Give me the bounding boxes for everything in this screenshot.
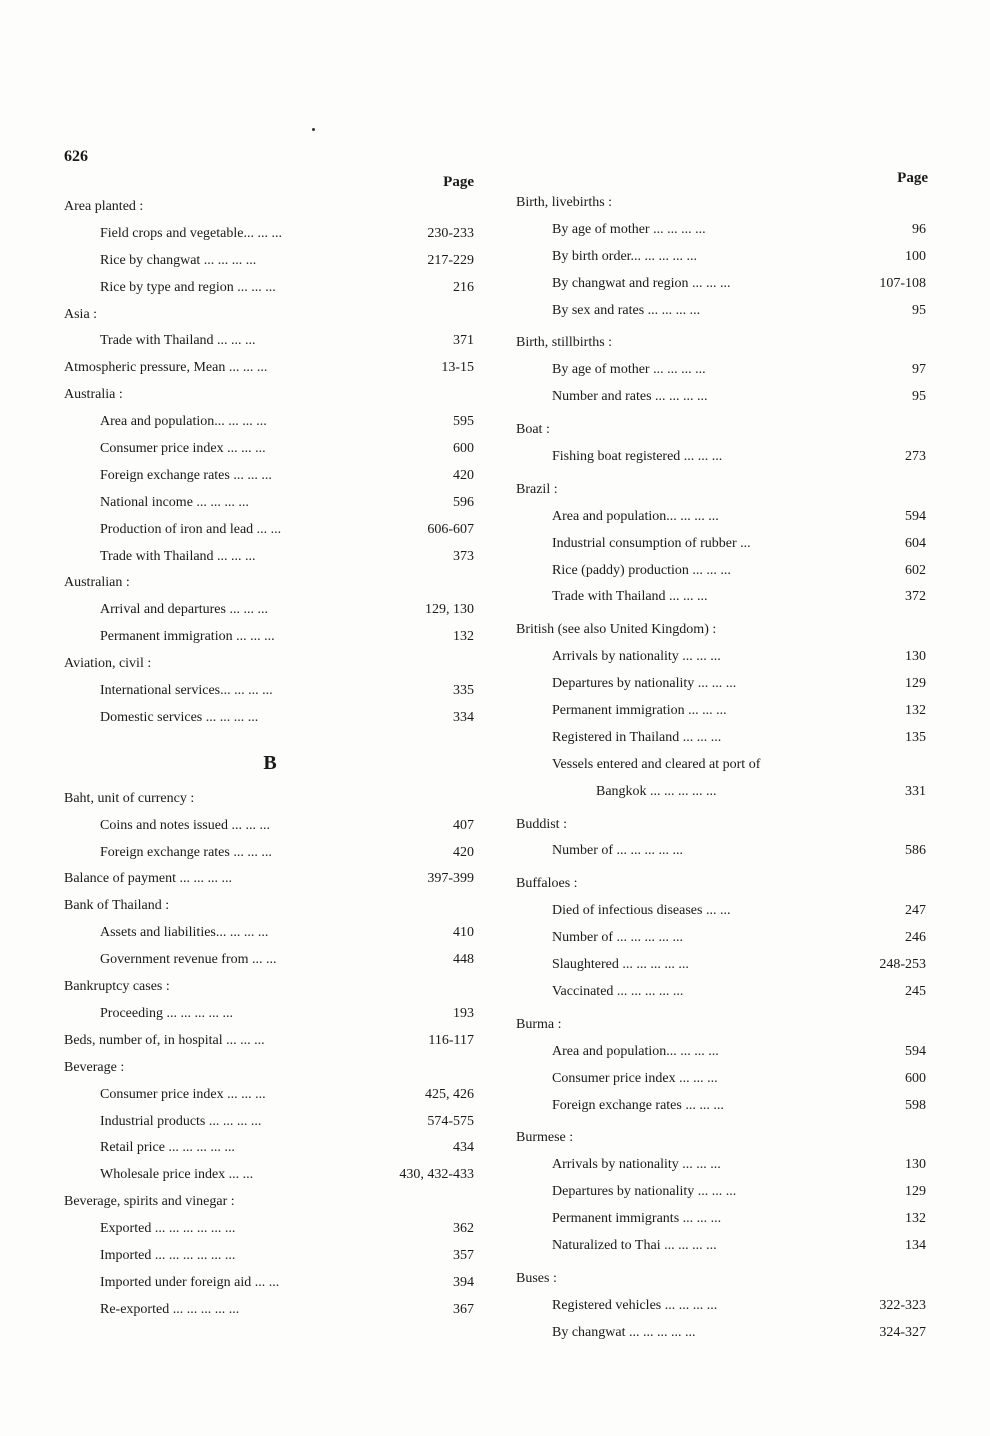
entry-page: 129, 130	[425, 602, 474, 618]
entry-page: 434	[453, 1140, 474, 1156]
entry-label: Burmese :	[516, 1130, 574, 1146]
index-heading	[64, 893, 476, 920]
entry-page: 367	[453, 1301, 474, 1317]
entry-label: Area and population... ... ... ...	[552, 508, 719, 524]
index-subentry	[516, 1320, 928, 1347]
right-column	[516, 170, 928, 1347]
index-section-b	[64, 786, 476, 1324]
index-subentry	[516, 584, 928, 611]
index-subentry	[516, 979, 928, 1006]
index-heading	[64, 1189, 476, 1216]
index-section-a	[64, 194, 476, 732]
index-subentry	[516, 925, 928, 952]
entry-page: 410	[453, 925, 474, 941]
entry-label: Area and population... ... ... ...	[100, 414, 267, 430]
index-subentry	[64, 705, 476, 732]
entry-page: 193	[453, 1005, 474, 1021]
entry-page: 134	[905, 1237, 926, 1253]
entry-page: 95	[912, 389, 926, 405]
entry-label: Assets and liabilities... ... ... ...	[100, 925, 269, 941]
entry-label: By birth order... ... ... ... ...	[552, 248, 698, 264]
entry-page: 600	[905, 1070, 926, 1086]
entry-label: Foreign exchange rates ... ... ...	[100, 467, 272, 483]
entry-label: Birth, stillbirths :	[516, 335, 613, 351]
entry-page: 322-323	[879, 1297, 926, 1313]
entry-label: Wholesale price index ... ...	[100, 1167, 254, 1183]
entry-label: Trade with Thailand ... ... ...	[552, 589, 708, 605]
entry-label: Imported under foreign aid ... ...	[100, 1274, 280, 1290]
index-subentry	[64, 1216, 476, 1243]
entry-page: 595	[453, 414, 474, 430]
index-subentry	[64, 678, 476, 705]
index-subentry	[516, 531, 928, 558]
entry-page: 430, 432-433	[399, 1167, 474, 1183]
entry-label: Beverage, spirits and vinegar :	[64, 1194, 235, 1210]
entry-page: 598	[905, 1097, 926, 1113]
index-subentry	[516, 298, 928, 325]
entry-label: Australian :	[64, 575, 130, 591]
entry-label: Retail price ... ... ... ... ...	[100, 1140, 235, 1156]
entry-label: International services... ... ... ...	[100, 683, 273, 699]
index-heading	[516, 617, 928, 644]
index-subentry	[516, 752, 928, 779]
entry-label: Departures by nationality ... ... ...	[552, 1184, 737, 1200]
index-subentry	[64, 1109, 476, 1136]
entry-label: Industrial consumption of rubber ...	[552, 535, 751, 551]
index-subentry	[64, 490, 476, 517]
index-subentry	[64, 1162, 476, 1189]
index-subentry	[64, 328, 476, 355]
entry-label: British (see also United Kingdom) :	[516, 622, 717, 638]
entry-label: Rice by type and region ... ... ...	[100, 279, 276, 295]
index-heading	[64, 786, 476, 813]
index-subentry	[516, 217, 928, 244]
index-subentry	[64, 1001, 476, 1028]
entry-label: By age of mother ... ... ... ...	[552, 362, 706, 378]
entry-label: Re-exported ... ... ... ... ...	[100, 1301, 240, 1317]
entry-label: Asia :	[64, 306, 98, 322]
entry-page: 606-607	[427, 521, 474, 537]
entry-page: 373	[453, 548, 474, 564]
index-heading	[64, 866, 476, 893]
entry-label: Vaccinated ... ... ... ... ...	[552, 983, 684, 999]
index-subentry	[516, 271, 928, 298]
index-subentry	[516, 838, 928, 865]
index-subentry	[516, 1206, 928, 1233]
entry-label: Naturalized to Thai ... ... ... ...	[552, 1237, 717, 1253]
index-subentry	[64, 221, 476, 248]
index-subentry	[516, 1093, 928, 1120]
index-heading	[64, 570, 476, 597]
entry-page: 130	[905, 649, 926, 665]
entry-page: 335	[453, 683, 474, 699]
entry-page: 596	[453, 494, 474, 510]
entry-label: Registered vehicles ... ... ... ...	[552, 1297, 718, 1313]
index-heading	[64, 1055, 476, 1082]
index-subentry	[516, 671, 928, 698]
left-column	[64, 170, 476, 1324]
index-subentry	[64, 597, 476, 624]
entry-page: 324-327	[879, 1324, 926, 1340]
entry-page: 230-233	[427, 225, 474, 241]
index-heading	[516, 1012, 928, 1039]
entry-page: 448	[453, 952, 474, 968]
entry-label: Atmospheric pressure, Mean ... ... ...	[64, 360, 268, 376]
index-subentry	[64, 544, 476, 571]
index-subentry	[64, 248, 476, 275]
entry-page: 247	[905, 903, 926, 919]
entry-label: Rice (paddy) production ... ... ...	[552, 562, 731, 578]
entry-label: Coins and notes issued ... ... ...	[100, 817, 270, 833]
entry-page: 129	[905, 1184, 926, 1200]
index-subentry	[64, 1297, 476, 1324]
entry-page: 594	[905, 1043, 926, 1059]
entry-label: Arrivals by nationality ... ... ...	[552, 1157, 721, 1173]
entry-label: Trade with Thailand ... ... ...	[100, 548, 256, 564]
entry-label: Number and rates ... ... ... ...	[552, 389, 708, 405]
entry-label: By sex and rates ... ... ... ...	[552, 302, 701, 318]
entry-page: 248-253	[879, 957, 926, 973]
entry-label: Area planted :	[64, 199, 144, 214]
entry-label: Consumer price index ... ... ...	[552, 1070, 718, 1086]
index-heading	[64, 1028, 476, 1055]
index-section-b-continued	[516, 190, 928, 1347]
entry-page: 246	[905, 930, 926, 946]
index-subentry	[64, 275, 476, 302]
entry-label: Production of iron and lead ... ...	[100, 521, 282, 537]
entry-label: By changwat ... ... ... ... ...	[552, 1324, 696, 1340]
entry-page: 116-117	[428, 1032, 474, 1048]
entry-page: 604	[905, 535, 926, 551]
entry-page: 97	[912, 362, 926, 378]
entry-label: Permanent immigration ... ... ...	[552, 703, 727, 719]
entry-page: 420	[453, 844, 474, 860]
stray-mark	[312, 128, 315, 131]
entry-label: Bangkok ... ... ... ... ...	[596, 783, 717, 799]
entry-label: Beds, number of, in hospital ... ... ...	[64, 1032, 265, 1048]
entry-page: 100	[905, 248, 926, 264]
index-subentry	[64, 920, 476, 947]
entry-label: Bank of Thailand :	[64, 898, 170, 914]
index-subentry	[516, 1293, 928, 1320]
index-subentry	[64, 436, 476, 463]
entry-label: By age of mother ... ... ... ...	[552, 221, 706, 237]
entry-page: 394	[453, 1274, 474, 1290]
index-heading	[64, 355, 476, 382]
entry-page: 130	[905, 1157, 926, 1173]
index-subentry	[516, 1233, 928, 1260]
entry-page: 574-575	[427, 1113, 474, 1129]
entry-label: Proceeding ... ... ... ... ...	[100, 1005, 233, 1021]
index-subentry	[64, 947, 476, 974]
entry-page: 407	[453, 817, 474, 833]
entry-label: Consumer price index ... ... ...	[100, 1086, 266, 1102]
entry-page: 107-108	[879, 275, 926, 291]
index-subentry	[516, 504, 928, 531]
entry-label: Buffaloes :	[516, 876, 578, 892]
entry-label: Boat :	[516, 422, 550, 438]
entry-page: 216	[453, 279, 474, 295]
index-subentry	[516, 1066, 928, 1093]
entry-label: Aviation, civil :	[64, 656, 152, 672]
index-subentry	[516, 725, 928, 752]
entry-page: 129	[905, 676, 926, 692]
entry-label: Area and population... ... ... ...	[552, 1043, 719, 1059]
entry-label: By changwat and region ... ... ...	[552, 275, 731, 291]
entry-page: 132	[905, 703, 926, 719]
entry-label: Foreign exchange rates ... ... ...	[100, 844, 272, 860]
index-heading	[64, 194, 476, 221]
index-heading	[64, 974, 476, 1001]
entry-page: 586	[905, 843, 926, 859]
entry-label: Balance of payment ... ... ... ...	[64, 871, 232, 887]
index-subentry	[64, 517, 476, 544]
entry-label: Trade with Thailand ... ... ...	[100, 333, 256, 349]
index-subentry	[64, 463, 476, 490]
index-heading	[516, 477, 928, 504]
page-number: 626	[64, 148, 88, 165]
entry-page: 245	[905, 983, 926, 999]
entry-page: 135	[905, 729, 926, 745]
entry-label: Bankruptcy cases :	[64, 979, 170, 995]
entry-label: Buddist :	[516, 816, 567, 832]
entry-page: 132	[905, 1211, 926, 1227]
index-subentry	[64, 409, 476, 436]
page-column-header: Page	[897, 170, 928, 186]
entry-label: Arrival and departures ... ... ...	[100, 602, 268, 618]
entry-label: Fishing boat registered ... ... ...	[552, 449, 723, 465]
entry-page: 600	[453, 441, 474, 457]
index-subentry	[516, 644, 928, 671]
entry-label: Beverage :	[64, 1059, 125, 1075]
entry-label: Number of ... ... ... ... ...	[552, 843, 684, 859]
section-letter: B	[263, 751, 277, 774]
entry-label: Burma :	[516, 1016, 562, 1032]
entry-label: Number of ... ... ... ... ...	[552, 930, 684, 946]
index-subentry	[516, 779, 928, 806]
entry-label: Baht, unit of currency :	[64, 790, 195, 806]
entry-page: 594	[905, 508, 926, 524]
index-subentry	[516, 384, 928, 411]
entry-label: Permanent immigrants ... ... ...	[552, 1211, 722, 1227]
index-subentry	[516, 357, 928, 384]
index-heading	[516, 812, 928, 839]
entry-label: Slaughtered ... ... ... ... ...	[552, 957, 689, 973]
index-subentry	[516, 1039, 928, 1066]
entry-label: Registered in Thailand ... ... ...	[552, 729, 722, 745]
entry-label: Departures by nationality ... ... ...	[552, 676, 737, 692]
entry-label: Permanent immigration ... ... ...	[100, 629, 275, 645]
index-subentry	[516, 1152, 928, 1179]
index-subentry	[516, 1179, 928, 1206]
entry-label: Exported ... ... ... ... ... ...	[100, 1221, 236, 1237]
entry-label: Died of infectious diseases ... ...	[552, 903, 731, 919]
entry-label: Australia :	[64, 387, 123, 403]
entry-page: 217-229	[427, 252, 474, 268]
entry-label: Industrial products ... ... ... ...	[100, 1113, 262, 1129]
index-heading	[64, 382, 476, 409]
index-heading	[516, 330, 928, 357]
index-subentry	[516, 698, 928, 725]
entry-label: Imported ... ... ... ... ... ...	[100, 1247, 236, 1263]
entry-label: Consumer price index ... ... ...	[100, 441, 266, 457]
entry-label: Arrivals by nationality ... ... ...	[552, 649, 721, 665]
entry-page: 13-15	[441, 360, 474, 376]
entry-page: 331	[905, 783, 926, 799]
index-subentry	[516, 558, 928, 585]
entry-page: 397-399	[427, 871, 474, 887]
entry-page: 425, 426	[425, 1086, 474, 1102]
entry-label: Field crops and vegetable... ... ...	[100, 225, 282, 241]
entry-page: 273	[905, 449, 926, 465]
entry-page: 96	[912, 221, 926, 237]
entry-page: 357	[453, 1247, 474, 1263]
index-heading	[516, 871, 928, 898]
entry-page: 372	[905, 589, 926, 605]
index-subentry	[64, 624, 476, 651]
index-subentry	[64, 813, 476, 840]
entry-page: 95	[912, 302, 926, 318]
entry-label: Rice by changwat ... ... ... ...	[100, 252, 257, 268]
index-heading	[516, 190, 928, 217]
entry-label: Government revenue from ... ...	[100, 952, 277, 968]
index-subentry	[516, 952, 928, 979]
entry-page: 420	[453, 467, 474, 483]
index-heading	[64, 651, 476, 678]
entry-page: 602	[905, 562, 926, 578]
entry-label: Foreign exchange rates ... ... ...	[552, 1097, 724, 1113]
entry-page: 132	[453, 629, 474, 645]
page-column-header: Page	[443, 174, 474, 190]
entry-label: National income ... ... ... ...	[100, 494, 249, 510]
entry-page: 371	[453, 333, 474, 349]
index-subentry	[64, 840, 476, 867]
index-subentry	[516, 898, 928, 925]
entry-page: 362	[453, 1221, 474, 1237]
index-heading	[64, 302, 476, 329]
index-subentry	[64, 1082, 476, 1109]
entry-page: 334	[453, 709, 474, 725]
index-subentry	[516, 244, 928, 271]
entry-label: Buses :	[516, 1270, 557, 1286]
index-subentry	[64, 1243, 476, 1270]
index-heading	[516, 417, 928, 444]
entry-label: Vessels entered and cleared at port of	[552, 756, 761, 772]
index-subentry	[64, 1270, 476, 1297]
index-subentry	[516, 444, 928, 471]
index-subentry	[64, 1135, 476, 1162]
index-heading	[516, 1266, 928, 1293]
entry-label: Domestic services ... ... ... ...	[100, 709, 259, 725]
entry-label: Birth, livebirths :	[516, 195, 613, 210]
index-heading	[516, 1125, 928, 1152]
entry-label: Brazil :	[516, 481, 558, 497]
